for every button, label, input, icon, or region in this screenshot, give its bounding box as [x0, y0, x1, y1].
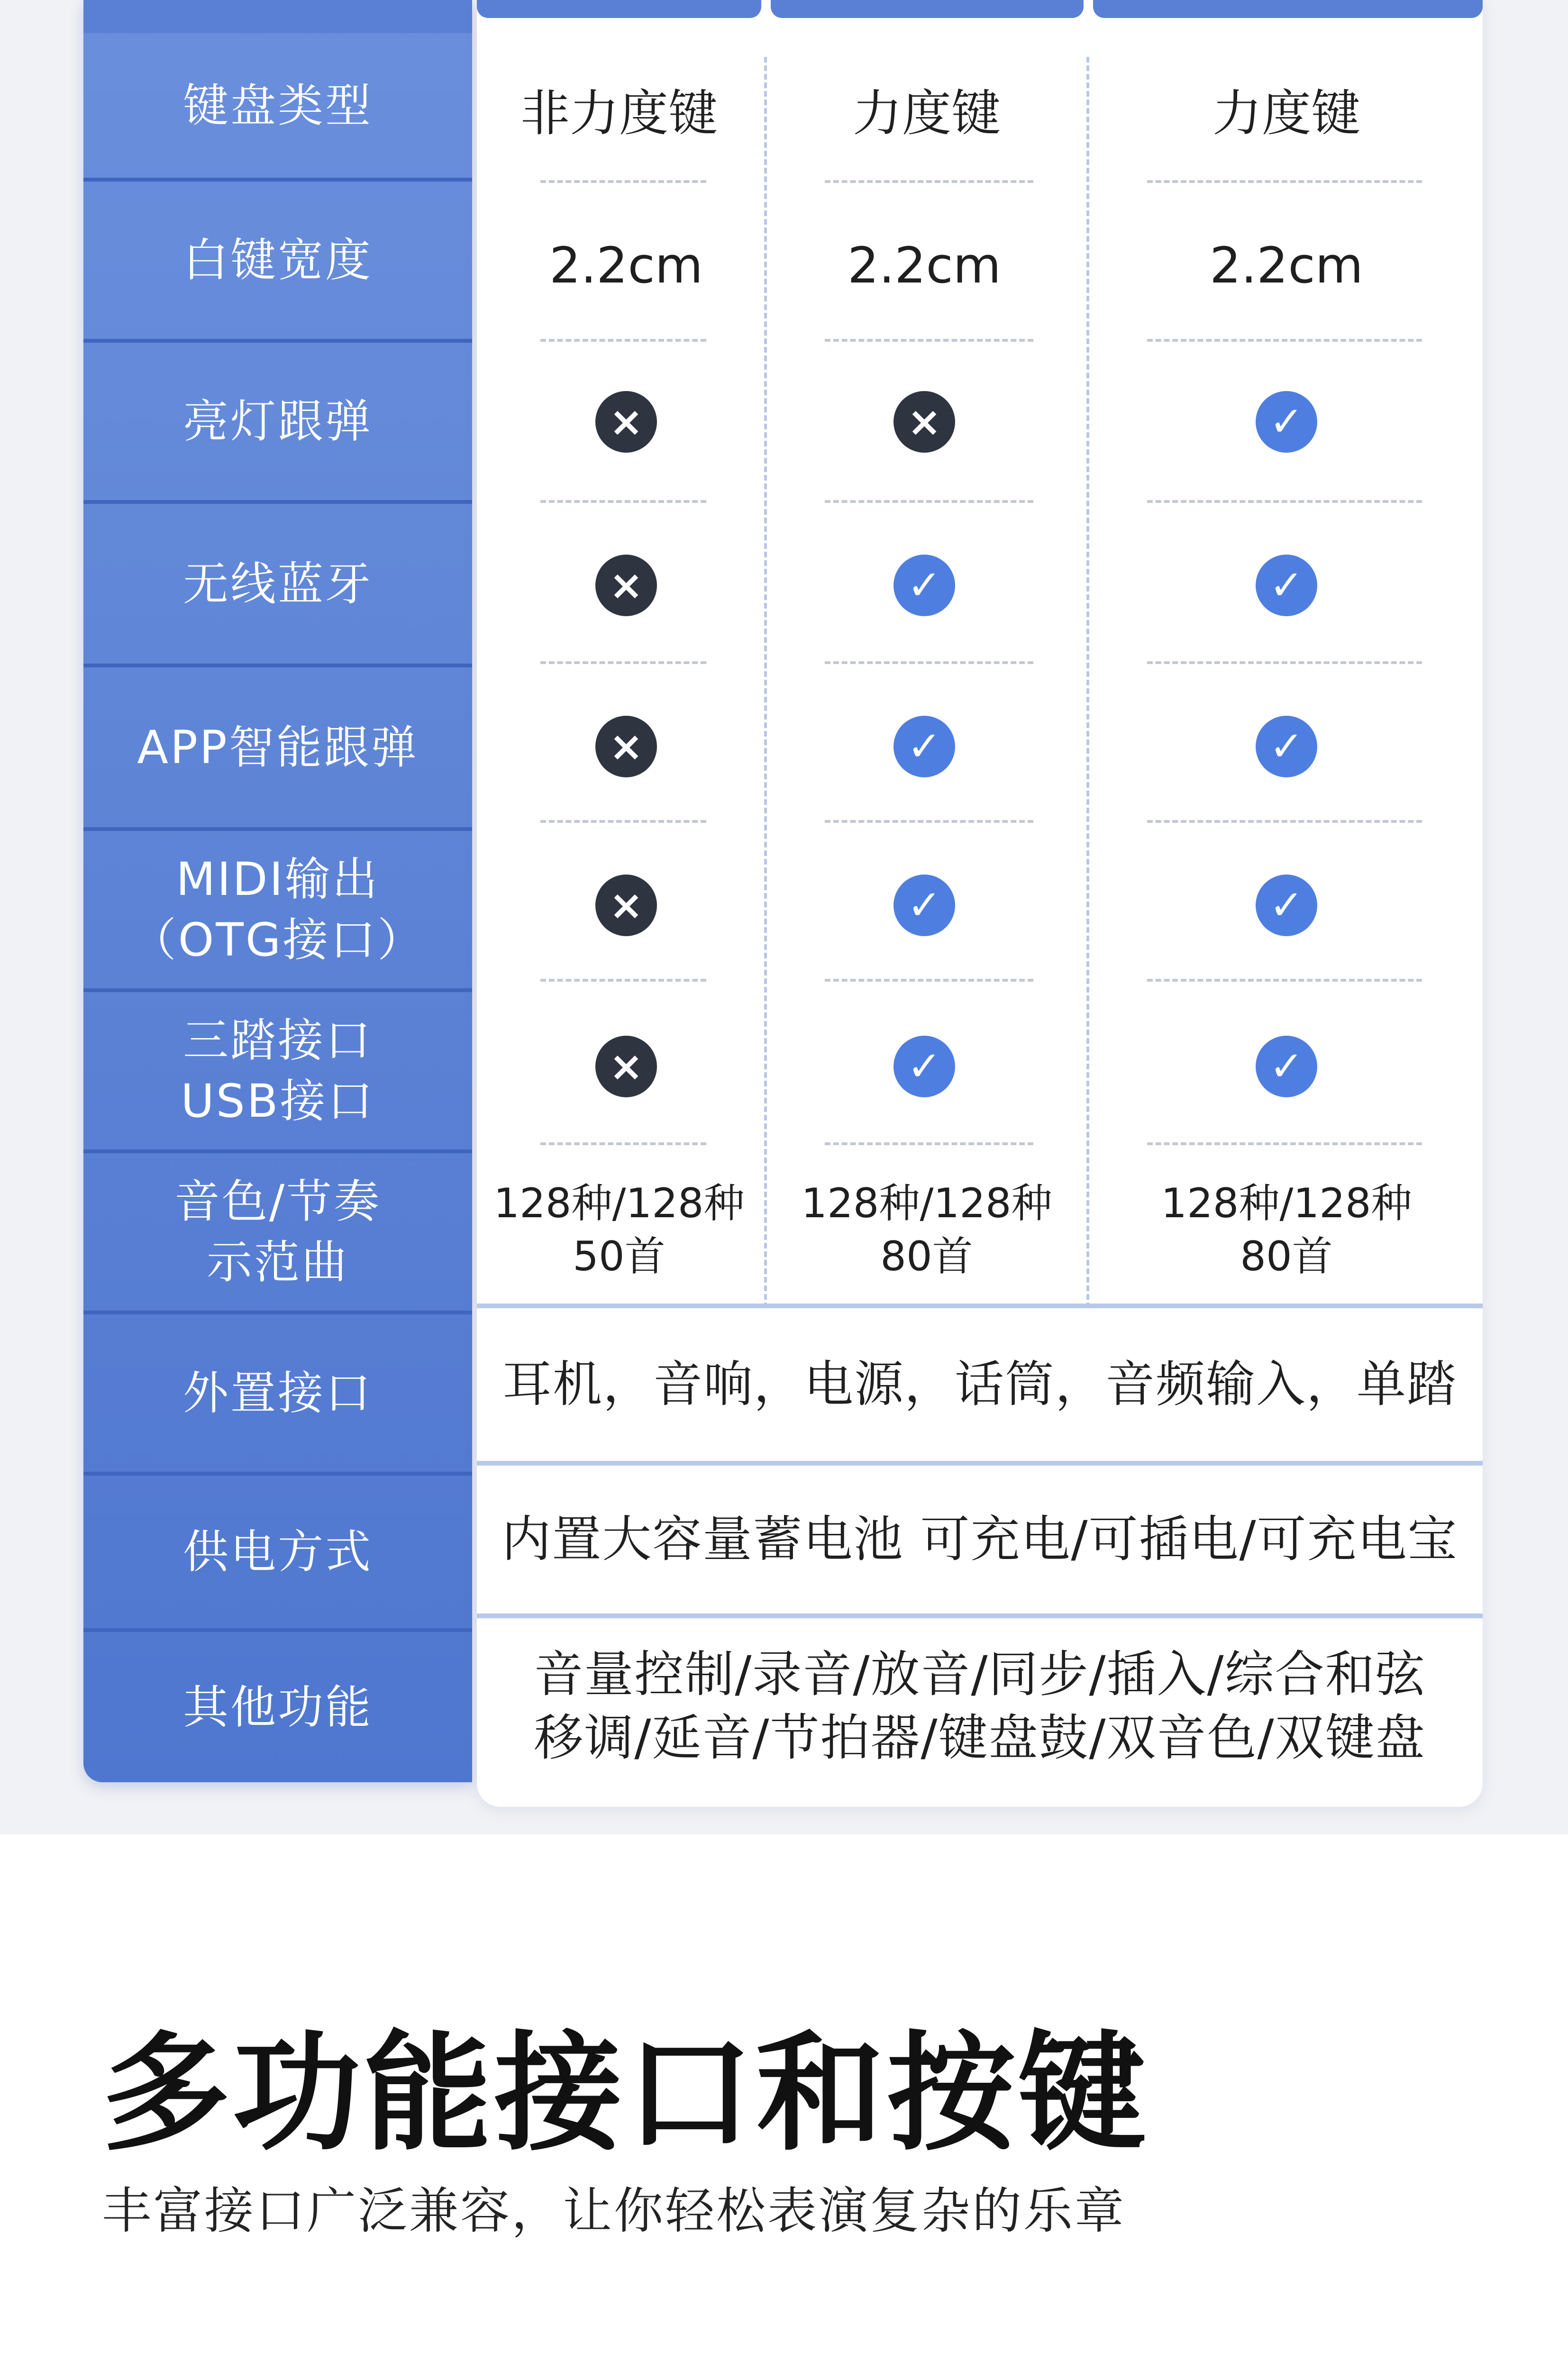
check-circle-icon: ✓	[1256, 875, 1317, 936]
check-circle-icon: ✓	[893, 716, 955, 777]
cell-key-width: 2.2cm	[549, 237, 703, 294]
cell-keyboard-type: 非力度键	[520, 84, 718, 142]
cell-keyboard-type: 力度键	[1212, 84, 1360, 142]
check-circle-icon: ✓	[1256, 716, 1317, 777]
label-power-supply: 供电方式	[83, 1472, 472, 1628]
cell-midi-output	[1090, 853, 1483, 957]
label-other-functions: 其他功能	[83, 1628, 472, 1782]
row-divider	[1147, 500, 1422, 503]
cell-key-width: 2.2cm	[1210, 237, 1363, 294]
cell-light-follow	[768, 370, 1081, 474]
cell-app-follow	[1090, 694, 1483, 799]
label-midi-output: MIDI输出 （OTG接口）	[83, 827, 472, 988]
cell-pedal-usb	[1090, 1014, 1483, 1119]
row-divider	[1147, 661, 1422, 664]
header-tab	[83, 0, 472, 33]
feature-label-column	[83, 0, 472, 1782]
cell-midi-output	[477, 853, 775, 957]
cross-circle-icon: ×	[893, 391, 955, 453]
cross-circle-icon: ×	[595, 716, 657, 777]
cell-tones-rhythms: 128种/128种 80首	[1161, 1180, 1412, 1280]
row-divider	[1147, 979, 1422, 982]
label-light-follow: 亮灯跟弹	[83, 339, 472, 500]
column-tab-3	[1093, 0, 1483, 18]
cell-power-supply: 内置大容量蓄电池 可充电/可插电/可充电宝	[501, 1510, 1458, 1568]
label-key-width: 白键宽度	[83, 178, 472, 339]
cell-pedal-usb	[768, 1014, 1081, 1119]
check-circle-icon: ✓	[1256, 1036, 1317, 1097]
label-tones-rhythms: 音色/节奏 示范曲	[83, 1149, 472, 1311]
column-tab-1	[477, 0, 761, 18]
cell-app-follow	[768, 694, 1081, 799]
label-external-ports: 外置接口	[83, 1311, 472, 1472]
row-separator	[477, 1461, 1483, 1466]
check-circle-icon: ✓	[1256, 391, 1317, 453]
row-divider	[825, 180, 1033, 183]
row-divider	[825, 820, 1033, 823]
row-divider	[825, 1142, 1033, 1145]
cell-pedal-usb	[477, 1014, 775, 1119]
cross-circle-icon: ×	[595, 1036, 657, 1097]
row-divider	[825, 500, 1033, 503]
cell-external-ports: 耳机，音响，电源，话筒，音频输入，单踏	[502, 1355, 1457, 1413]
row-divider	[540, 339, 706, 342]
row-divider	[540, 661, 706, 664]
check-circle-icon: ✓	[1256, 555, 1317, 616]
cell-bluetooth	[477, 533, 775, 638]
row-divider	[1147, 1142, 1422, 1145]
cell-light-follow	[1090, 370, 1483, 474]
row-separator	[477, 1613, 1483, 1618]
row-divider	[1147, 339, 1422, 342]
cell-keyboard-type: 力度键	[852, 84, 1001, 142]
column-divider	[1086, 57, 1089, 1308]
cell-bluetooth	[1090, 533, 1483, 638]
cross-circle-icon: ×	[595, 875, 657, 936]
row-divider	[540, 1142, 706, 1145]
cross-circle-icon: ×	[595, 391, 657, 453]
column-tab-2	[771, 0, 1084, 18]
row-divider	[1147, 820, 1422, 823]
cell-bluetooth	[768, 533, 1081, 638]
row-divider	[825, 979, 1033, 982]
check-circle-icon: ✓	[893, 1036, 955, 1097]
check-circle-icon: ✓	[893, 555, 955, 616]
row-divider	[825, 661, 1033, 664]
section-subtitle: 丰富接口广泛兼容，让你轻松表演复杂的乐章	[102, 2182, 1126, 2240]
cell-light-follow	[477, 370, 775, 474]
cell-other-functions: 音量控制/录音/放音/同步/插入/综合和弦 移调/延音/节拍器/键盘鼓/双音色/双键盘	[534, 1645, 1426, 1767]
cell-tones-rhythms: 128种/128种 50首	[493, 1180, 745, 1280]
cell-app-follow	[477, 694, 775, 799]
row-divider	[540, 500, 706, 503]
cell-key-width: 2.2cm	[848, 237, 1001, 294]
row-divider	[1147, 180, 1422, 183]
label-pedal-usb: 三踏接口 USB接口	[83, 988, 472, 1149]
row-separator	[477, 1304, 1483, 1308]
row-divider	[540, 979, 706, 982]
row-divider	[825, 339, 1033, 342]
label-app-follow: APP智能跟弹	[83, 664, 472, 827]
cell-midi-output	[768, 853, 1081, 957]
label-keyboard-type: 键盘类型	[183, 79, 373, 132]
row-divider	[540, 180, 706, 183]
cell-tones-rhythms: 128种/128种 80首	[801, 1180, 1052, 1280]
check-circle-icon: ✓	[893, 875, 955, 936]
label-bluetooth: 无线蓝牙	[83, 500, 472, 664]
section-title: 多功能接口和按键	[102, 2019, 1149, 2168]
row-divider	[540, 820, 706, 823]
cross-circle-icon: ×	[595, 555, 657, 616]
